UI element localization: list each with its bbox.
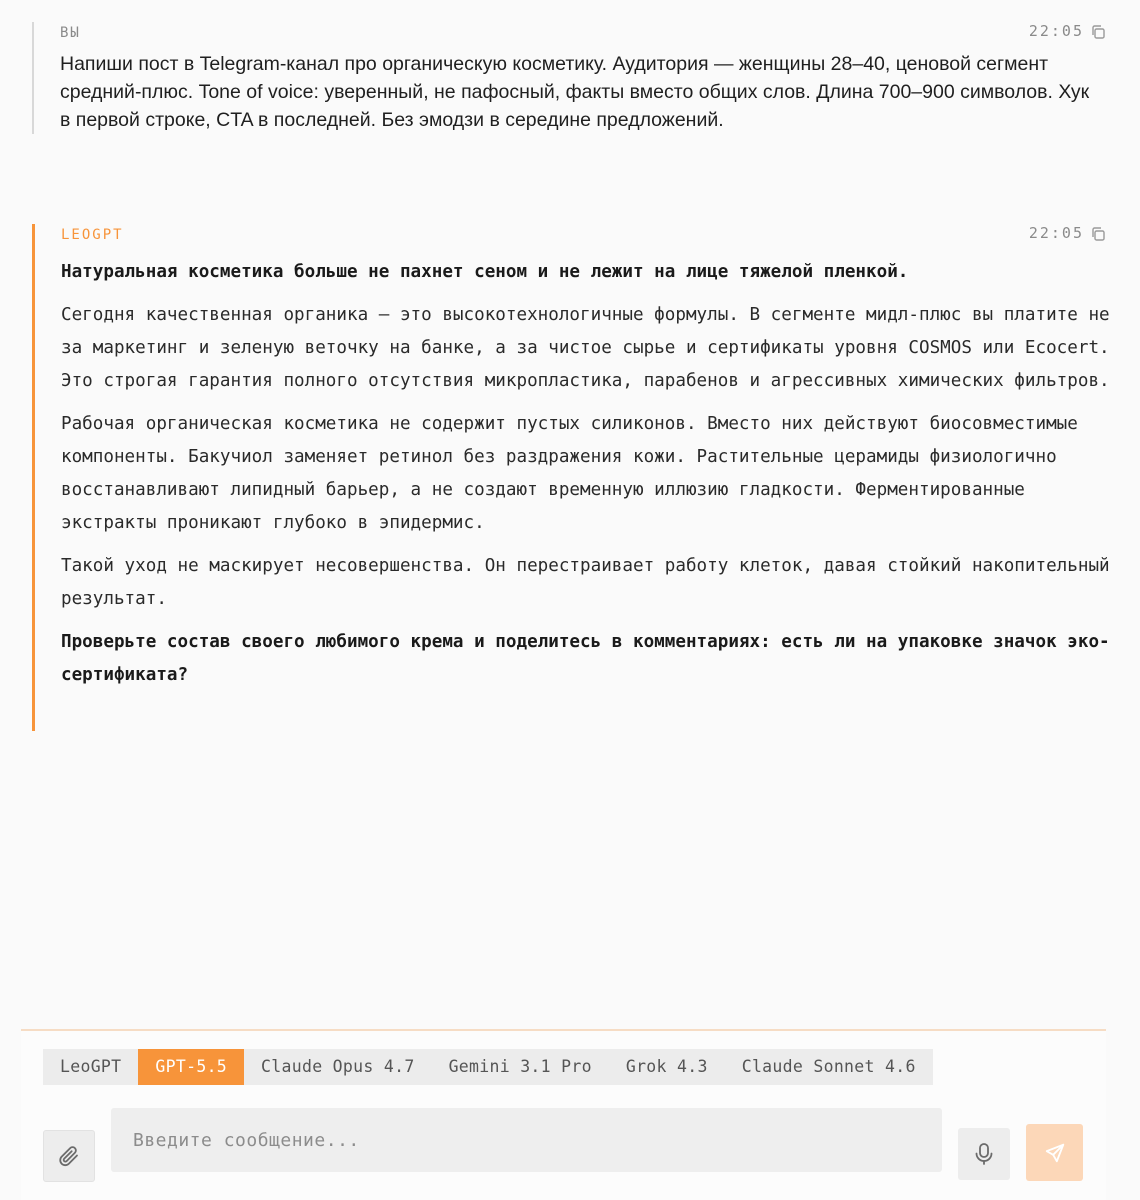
message-header (60, 22, 1106, 40)
message-time: 22:05 (1028, 224, 1084, 242)
message-paragraph-hook: Натуральная косметика больше не пахнет сеном и не лежит на лице тяжелой пленкой. (61, 262, 909, 282)
model-tab-gemini[interactable]: Gemini 3.1 Pro (448, 1057, 592, 1076)
assistant-message (32, 224, 1110, 731)
send-icon (1044, 1142, 1066, 1164)
message-paragraph: Рабочая органическая косметика не содержит пустых силиконов. Вместо них действуют биосовместимые компоненты. Бакучиол заменяет ретинол без раздражения кожи. Растительные церамиды физиологично восстанавливают липидный барьер, а не создают временную иллюзию гладкости. Ферментированные экстракты проникают глубоко в эпидермис. (61, 414, 1078, 533)
paperclip-icon (57, 1144, 81, 1168)
message-header (61, 224, 1106, 242)
microphone-button[interactable] (958, 1128, 1010, 1180)
model-tab-claude-opus[interactable]: Claude Opus 4.7 (261, 1057, 415, 1076)
message-author: ВЫ (60, 25, 81, 41)
user-message (32, 22, 1106, 134)
assistant-message-body (61, 256, 1111, 692)
attach-button[interactable] (43, 1130, 95, 1182)
model-tab-gpt-5-5[interactable]: GPT-5.5 (138, 1049, 244, 1085)
message-paragraph: Сегодня качественная органика — это высокотехнологичные формулы. В сегменте мидл-плюс вы платите не за маркетинг и зеленую веточку на банке, а за чистое сырье и сертификаты уровня COSMOS или Ecocert. Это строгая гарантия полного отсутствия микропластика, парабенов и агрессивных химических фильтров. (61, 305, 1110, 391)
model-tab-leogpt[interactable]: LeoGPT (60, 1057, 122, 1076)
model-tab-claude-sonnet[interactable]: Claude Sonnet 4.6 (741, 1057, 916, 1076)
message-input[interactable] (111, 1108, 942, 1172)
composer (21, 1029, 1106, 1200)
user-message-text: Напиши пост в Telegram-канал про органическую косметику. Аудитория — женщины 28–40, ценовой сегмент средний-плюс. Tone of voice: уверенный, не пафосный, факты вместо общих слов. Длина 700–900 символов. Хук в первой строке, CTA в последней. Без эмодзи в середине предложений. (60, 53, 1090, 131)
microphone-icon (973, 1142, 995, 1166)
model-tab-grok[interactable]: Grok 4.3 (625, 1057, 708, 1076)
message-paragraph: Такой уход не маскирует несовершенства. Он перестраивает работу клеток, давая стойкий накопительный результат. (61, 556, 1110, 609)
message-author: LEOGPT (61, 227, 124, 243)
send-button[interactable] (1026, 1124, 1083, 1181)
message-time: 22:05 (1028, 22, 1084, 40)
copy-icon[interactable] (1090, 24, 1106, 40)
copy-icon[interactable] (1090, 226, 1106, 242)
message-paragraph-cta: Проверьте состав своего любимого крема и поделитесь в комментариях: есть ли на упаковке значок эко-сертификата? (61, 632, 1110, 685)
model-selector (43, 1049, 933, 1085)
